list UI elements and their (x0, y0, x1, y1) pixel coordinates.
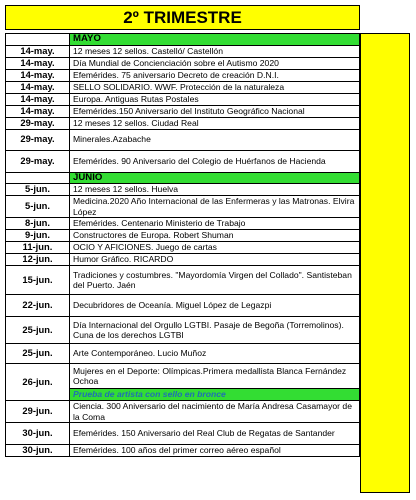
table-row: 29-may. Efemérides. 90 Aniversario del Colegio de Huérfanos de Hacienda (6, 150, 360, 172)
month-label: MAYO (70, 34, 360, 46)
table-row: 26-jun. Mujeres en el Deporte: Olímpicas.Primera medallista Blanca Fernández Ochoa (6, 364, 360, 389)
table-row: 5-jun. 12 meses 12 sellos. Huelva (6, 184, 360, 196)
table-row: 14-may. Efemérides. 75 aniversario Decreto de creación D.N.I. (6, 69, 360, 81)
table-row: 14-may. SELLO SOLIDARIO. WWF. Protección de la naturaleza (6, 81, 360, 93)
table-row: 15-jun. Tradiciones y costumbres. "Mayordomía Virgen del Collado". Santisteban del Puerto. Jaén (6, 266, 360, 295)
table-row: 29-jun. Ciencia. 300 Aniversario del nacimiento de María Andresa Casamayor de la Coma (6, 401, 360, 423)
table-row: 12-jun. Humor Gráfico. RICARDO (6, 254, 360, 266)
table-row: 11-jun. OCIO Y AFICIONES. Juego de cartas (6, 242, 360, 254)
table-row: 14-may. Europa. Antiguas Rutas Postales (6, 93, 360, 105)
month-header-row (6, 34, 360, 46)
schedule-table (5, 33, 360, 457)
table-row: 22-jun. Decubridores de Oceanía. Miguel López de Legazpi (6, 295, 360, 317)
table-row: 9-jun. Constructores de Europa. Robert Shuman (6, 230, 360, 242)
table-row: 14-may. 12 meses 12 sellos. Castelló/ Castellón (6, 45, 360, 57)
table-row: 14-may. Día Mundial de Concienciación sobre el Autismo 2020 (6, 57, 360, 69)
month-label: JUNIO (70, 172, 360, 184)
table-row: 30-jun. Efemérides. 150 Aniversario del Real Club de Regatas de Santander (6, 423, 360, 445)
stamp-calendar-sheet (5, 5, 411, 495)
side-panel (360, 33, 410, 493)
page-title: 2º TRIMESTRE (5, 5, 360, 30)
table-row: 14-may. Efemérides.150 Aniversario del Instituto Geográfico Nacional (6, 105, 360, 117)
promo-note: Prueba de artista con sello en bronce (70, 389, 360, 401)
table-row: 30-jun. Efemérides. 100 años del primer correo aéreo español (6, 445, 360, 457)
table-row: 29-may. 12 meses 12 sellos. Ciudad Real (6, 117, 360, 129)
table-row: 25-jun. Arte Contemporáneo. Lucio Muñoz (6, 344, 360, 364)
month-header-row (6, 172, 360, 184)
table-row: 25-jun. Día Internacional del Orgullo LGTBI. Pasaje de Begoña (Torremolinos). Cuna de los derechos LGTBI (6, 317, 360, 344)
table-row: 5-jun. Medicina.2020 Año Internacional de las Enfermeras y las Matronas. Elvira López (6, 196, 360, 218)
table-row: 8-jun. Efemérides. Centenario Ministerio de Trabajo (6, 218, 360, 230)
table-row: 29-may. Minerales.Azabache (6, 129, 360, 150)
